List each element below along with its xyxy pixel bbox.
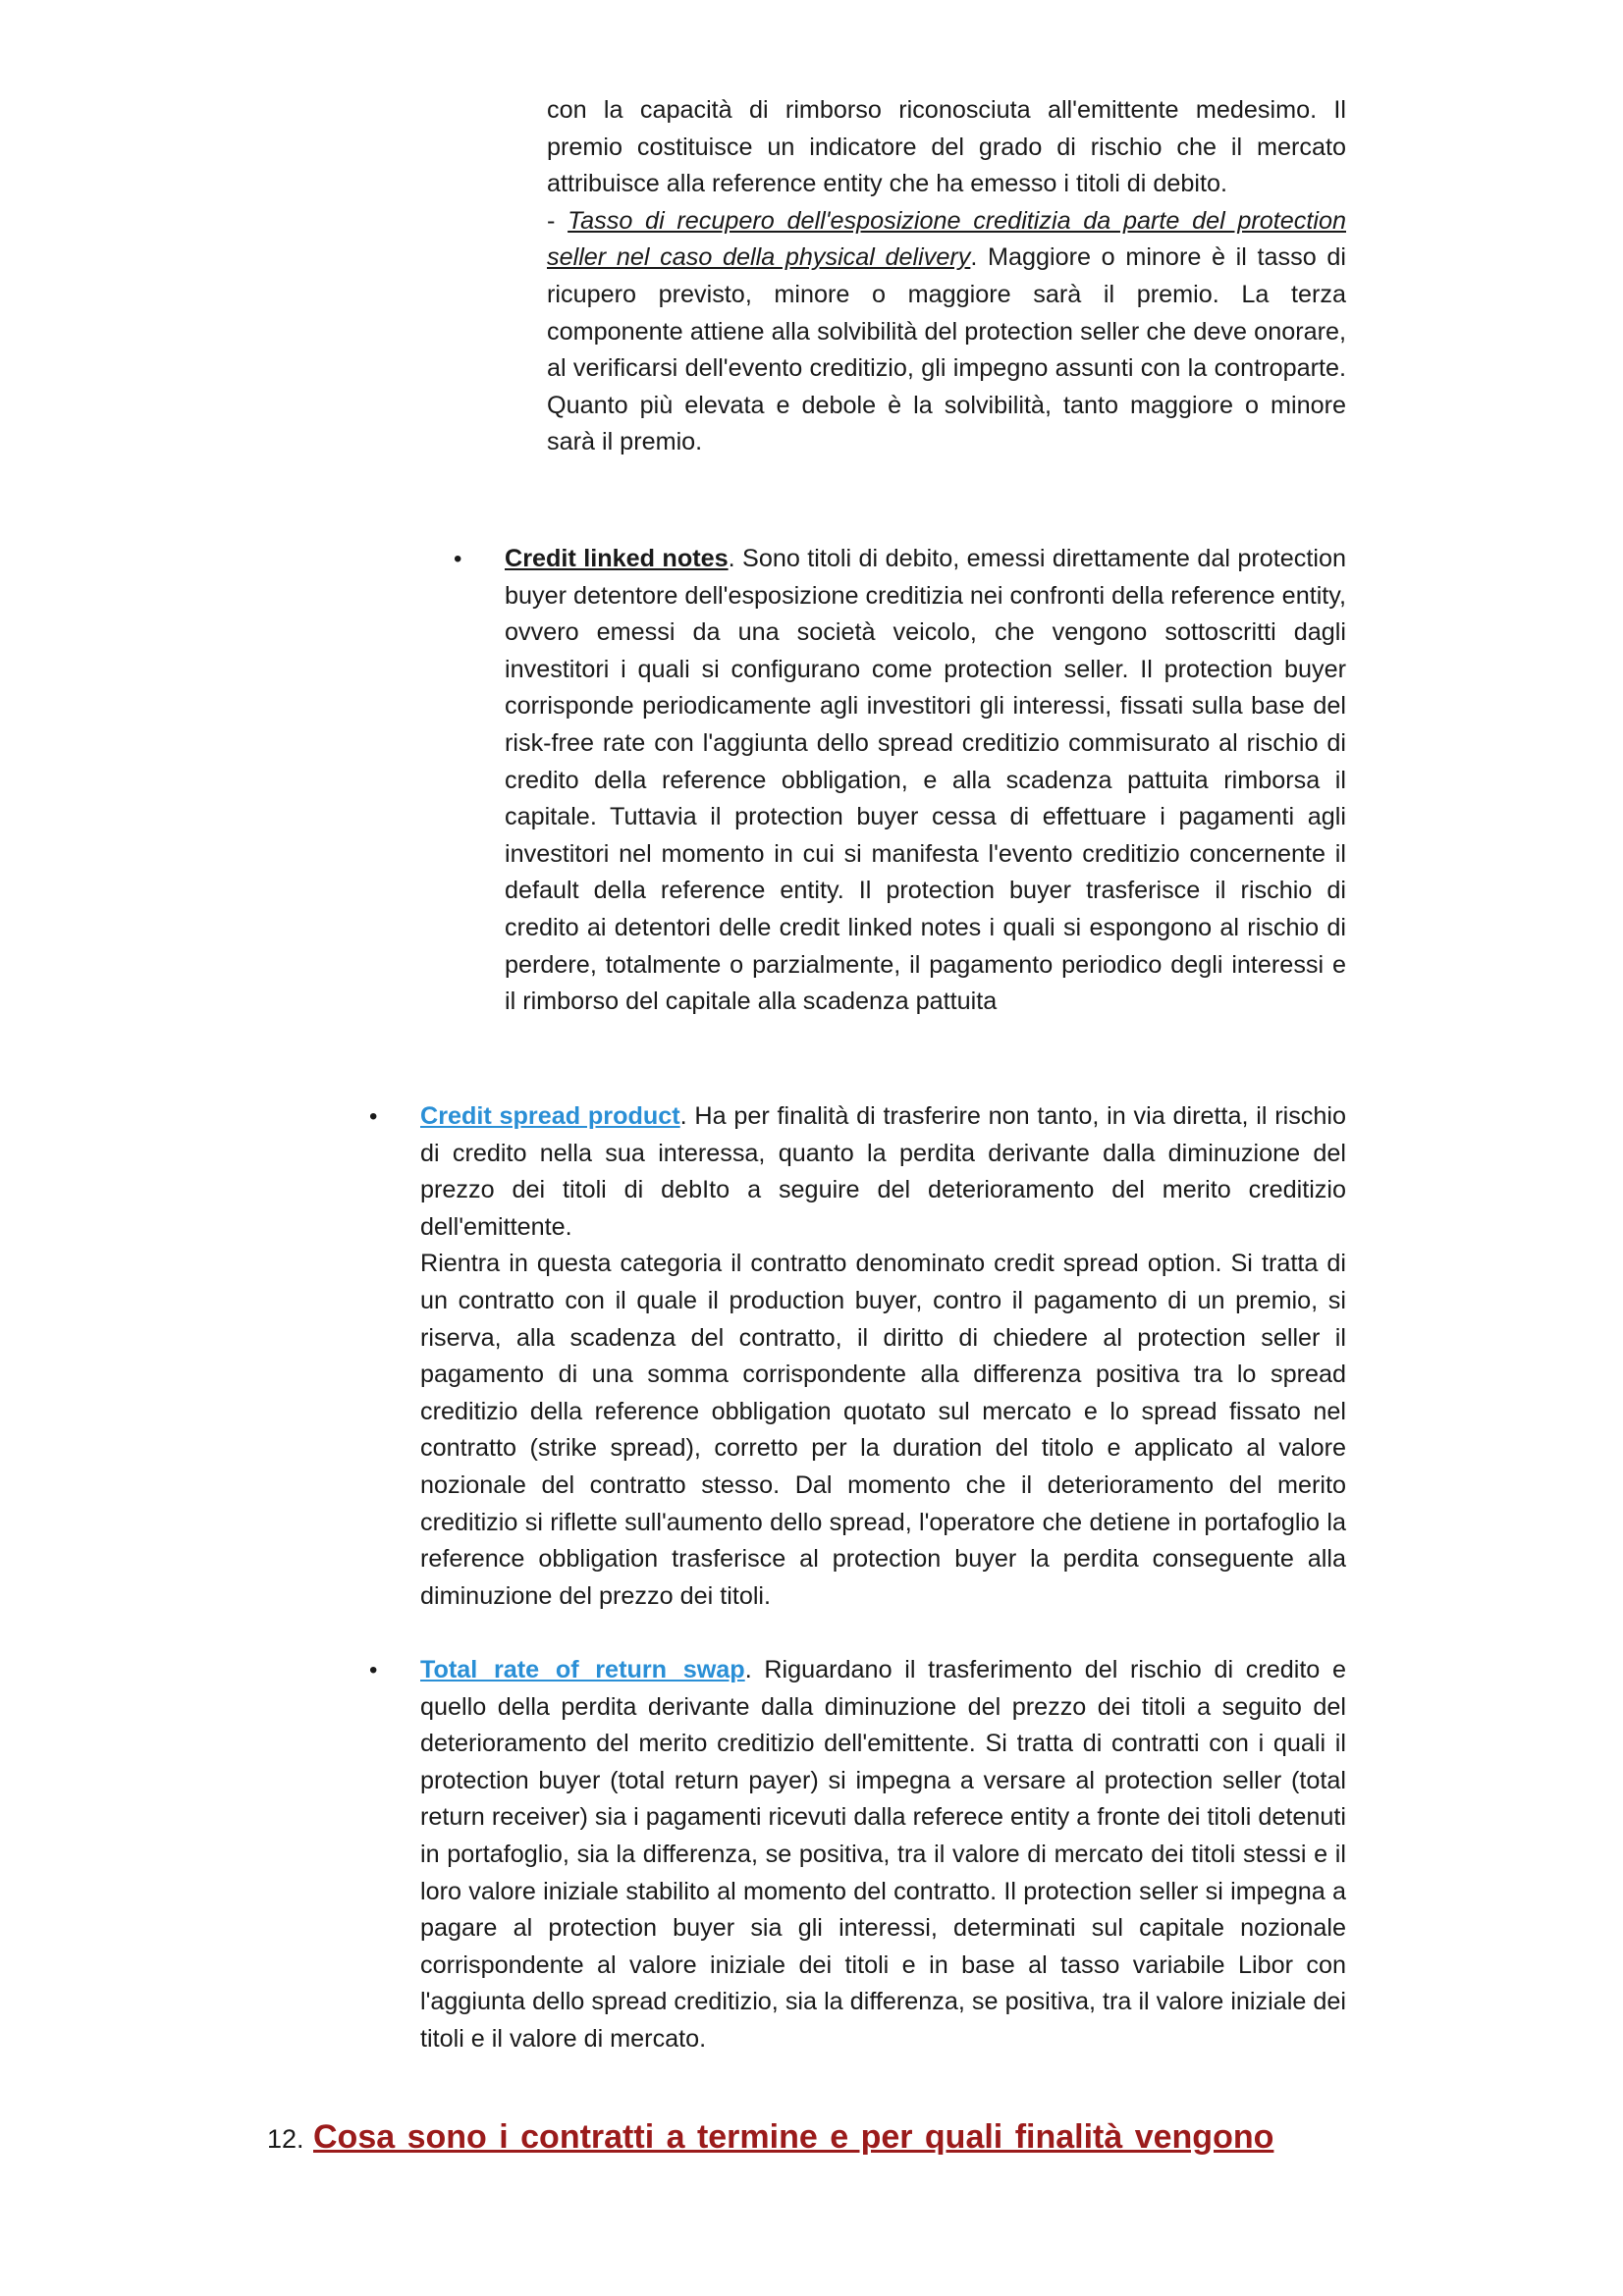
credit-spread-product-link[interactable]: Credit spread product bbox=[420, 1102, 680, 1130]
credit-spread-product-item bbox=[420, 1098, 1346, 1615]
credit-linked-notes-title: Credit linked notes bbox=[505, 545, 729, 572]
bullet-total-rate-of-return-swap: • bbox=[369, 1657, 378, 1683]
paragraph-recovery: . Maggiore o minore è il tasso di ricupero previsto, minore o maggiore sarà il premio. La terza componente attiene alla solvibilità del protection seller che deve onorare, al verificarsi dell'evento creditizio, gli impegno assunti con la controparte. Quanto più elevata e debole è la solvibilità, tanto maggiore o minore sarà il premio. bbox=[547, 243, 1347, 456]
dash-marker: - bbox=[547, 206, 568, 235]
credit-spread-option-text: Rientra in questa categoria il contratto denominato credit spread option. Si tratta di un contratto con il quale il production buyer, contro il pagamento di un premio, si riserva, alla scadenza del contratto, il diritto di chiedere al protection seller il pagamento di una somma corrispondente alla differenza positiva tra lo spread creditizio della reference obbligation quotato sul mercato e lo spread fissato nel contratto (strike spread), corretto per la duration del titolo e applicato al valore nozionale del contratto stesso. Dal momento che il deterioramento del merito creditizio si riflette sull'aumento dello spread, l'operatore che detiene in portafoglio la reference obbligation trasferisce al protection buyer la perdita conseguente alla diminuzione del prezzo dei titoli. bbox=[420, 1250, 1346, 1610]
question-title: Cosa sono i contratti a termine e per quali finalità vengono bbox=[313, 2118, 1274, 2156]
question-heading bbox=[267, 2115, 1355, 2161]
credit-spread-product-text: . Ha per finalità di trasferire non tanto, in via diretta, il rischio di credito nella sua interessa, quanto la perdita derivante dalla diminuzione del prezzo dei titoli di debIto a seguire del deterioramento del merito creditizio dell'emittente. bbox=[420, 1102, 1346, 1241]
premium-components-block bbox=[547, 92, 1346, 461]
total-rate-of-return-swap-text: . Riguardano il trasferimento del rischio di credito e quello della perdita derivante dalla diminuzione del prezzo dei titoli a seguito del deterioramento del merito creditizio dell'emittente. Si tratta di contratti con i quali il protection buyer (total return payer) si impegna a versare al protection seller (total return receiver) sia i pagamenti ricevuti dalla referece entity a fronte dei titoli detenuti in portafoglio, sia la differenza, se positiva, tra il valore di mercato dei titoli stessi e il loro valore iniziale stabilito al momento del contratto. Il protection seller si impegna a pagare al protection buyer sia gli interessi, determinati sul capitale nozionale corrispondente al valore iniziale dei titoli e in base al tasso variabile Libor con l'aggiunta dello spread creditizio, sia la differenza, se positiva, tra il valore iniziale dei titoli e il valore di mercato. bbox=[420, 1656, 1346, 2053]
bullet-credit-linked-notes: • bbox=[454, 546, 462, 572]
total-rate-of-return-swap-item bbox=[420, 1652, 1346, 2058]
question-number: 12. bbox=[267, 2124, 304, 2154]
paragraph-premium: con la capacità di rimborso riconosciuta all'emittente medesimo. Il premio costituisce un indicatore del grado di rischio che il mercato attribuisce alla reference entity che ha emesso i titoli di debito. bbox=[547, 96, 1346, 198]
recovery-rate-label: Tasso di recupero dell'esposizione creditizia da parte del protection seller nel caso della physical delivery bbox=[547, 206, 1346, 272]
credit-linked-notes-text: . Sono titoli di debito, emessi direttamente dal protection buyer detentore dell'esposizione creditizia nei confronti della reference entity, ovvero emessi da una società veicolo, che vengono sottoscritti dagli investitori i quali si configurano come protection seller. Il protection buyer corrisponde periodicamente agli investitori gli interessi, fissati sulla base del risk-free rate con l'aggiunta dello spread creditizio commisurato al rischio di credito della reference obbligation, e alla scadenza pattuita rimborsa il capitale. Tuttavia il protection buyer cessa di effettuare i pagamenti agli investitori nel momento in cui si manifesta l'evento creditizio concernente il default della reference entity. Il protection buyer trasferisce il rischio di credito ai detentori delle credit linked notes i quali si espongono al rischio di perdere, totalmente o parzialmente, il pagamento periodico degli interessi e il rimborso del capitale alla scadenza pattuita bbox=[505, 545, 1347, 1016]
bullet-credit-spread-product: • bbox=[369, 1103, 378, 1130]
credit-linked-notes-item bbox=[505, 541, 1346, 1021]
total-rate-of-return-swap-link[interactable]: Total rate of return swap bbox=[420, 1656, 745, 1683]
